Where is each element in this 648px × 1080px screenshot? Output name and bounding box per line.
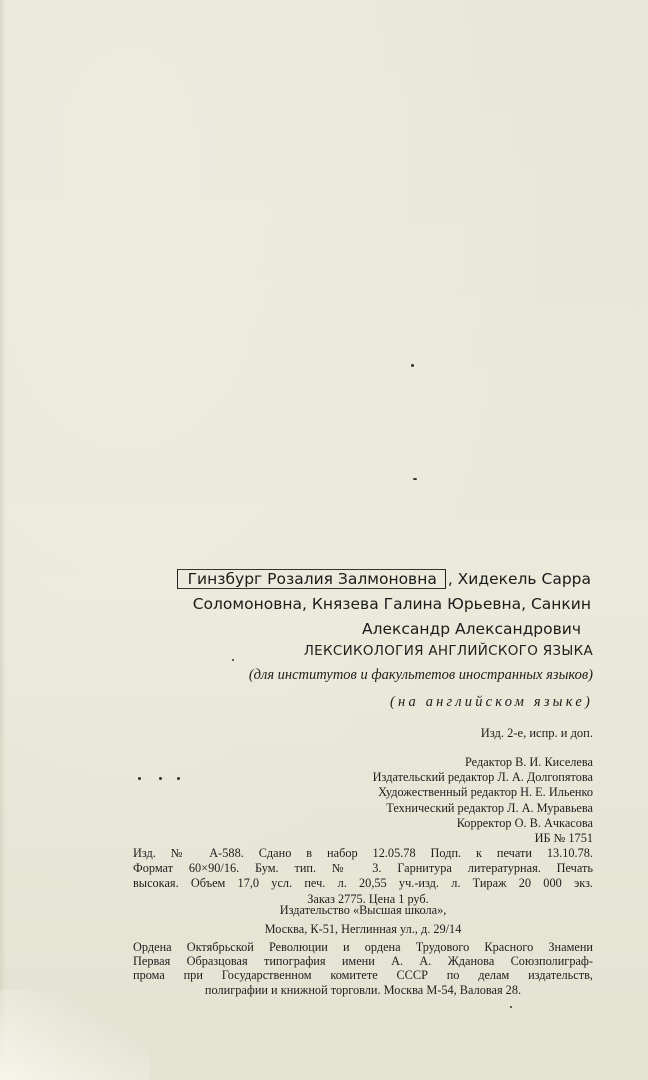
- credit-ib-number: ИБ № 1751: [534, 831, 593, 846]
- book-subtitle: (для институтов и факультетов иностранных языков): [248, 667, 593, 683]
- printer-block: [133, 940, 593, 997]
- authors-line-1-rest: , Хидекель Сарра: [447, 570, 591, 588]
- language-note: (на английском языке): [390, 694, 593, 710]
- paper-speck: [510, 1006, 512, 1008]
- imprint-line: Формат 60×90/16. Бум. тип. № 3. Гарнитура литературная. Печать: [133, 861, 593, 876]
- printer-line: Ордена Октябрьской Революции и ордена Трудового Красного Знамени: [133, 940, 593, 954]
- authors-line-2: Соломоновна, Князева Галина Юрьевна, Санкин: [192, 595, 591, 613]
- paper-speck: [413, 478, 417, 480]
- imprint-line: Заказ 2775. Цена 1 руб.: [307, 891, 429, 906]
- printer-line: прома при Государственном комитете СССР по делам издательств,: [133, 968, 593, 983]
- credit-technical-editor: Технический редактор Л. А. Муравьева: [386, 800, 593, 815]
- paper-speck: [138, 777, 141, 780]
- boxed-author-name: Гинзбург Розалия Залмоновна: [177, 569, 446, 589]
- authors-line-1: [125, 567, 595, 592]
- credit-editor: Редактор В. И. Киселева: [464, 755, 593, 769]
- publisher-name: Издательство «Высшая школа»,: [279, 903, 447, 917]
- publisher-block: [133, 901, 593, 939]
- credits-list: [373, 755, 593, 846]
- credit-publishing-editor: Издательский редактор Л. А. Долгопятова: [372, 770, 593, 785]
- credit-proofreader: Корректор О. В. Ачкасова: [456, 815, 593, 830]
- paper-speck: [411, 364, 414, 367]
- authors-block: [125, 567, 595, 642]
- page-edge-shadow: [0, 0, 6, 1080]
- book-title: ЛЕКСИКОЛОГИЯ АНГЛИЙСКОГО ЯЗЫКА: [303, 643, 593, 659]
- printer-line: полиграфии и книжной торговли. Москва М-54, Валовая 28.: [204, 982, 522, 997]
- imprint-line: высокая. Объем 17,0 усл. печ. л. 20,55 уч.-изд. л. Тираж 20 000 экз.: [133, 876, 593, 891]
- publisher-address: Москва, К-51, Неглинная ул., д. 29/14: [264, 922, 462, 936]
- credit-art-editor: Художественный редактор Н. Е. Ильенко: [378, 785, 593, 800]
- paper-speck: [159, 777, 162, 780]
- page-corner-wear: [0, 990, 150, 1080]
- paper-speck: [177, 777, 180, 780]
- edition-note: Изд. 2-е, испр. и доп.: [480, 726, 593, 740]
- imprint-block: [133, 846, 593, 907]
- authors-line-3: Александр Александрович: [361, 620, 581, 638]
- imprint-line: Изд. № А-588. Сдано в набор 12.05.78 Подп. к печати 13.10.78.: [133, 846, 593, 860]
- paper-speck: [232, 659, 234, 661]
- printer-line: Первая Образцовая типография имени А. А. Жданова Союзполиграф-: [133, 954, 593, 969]
